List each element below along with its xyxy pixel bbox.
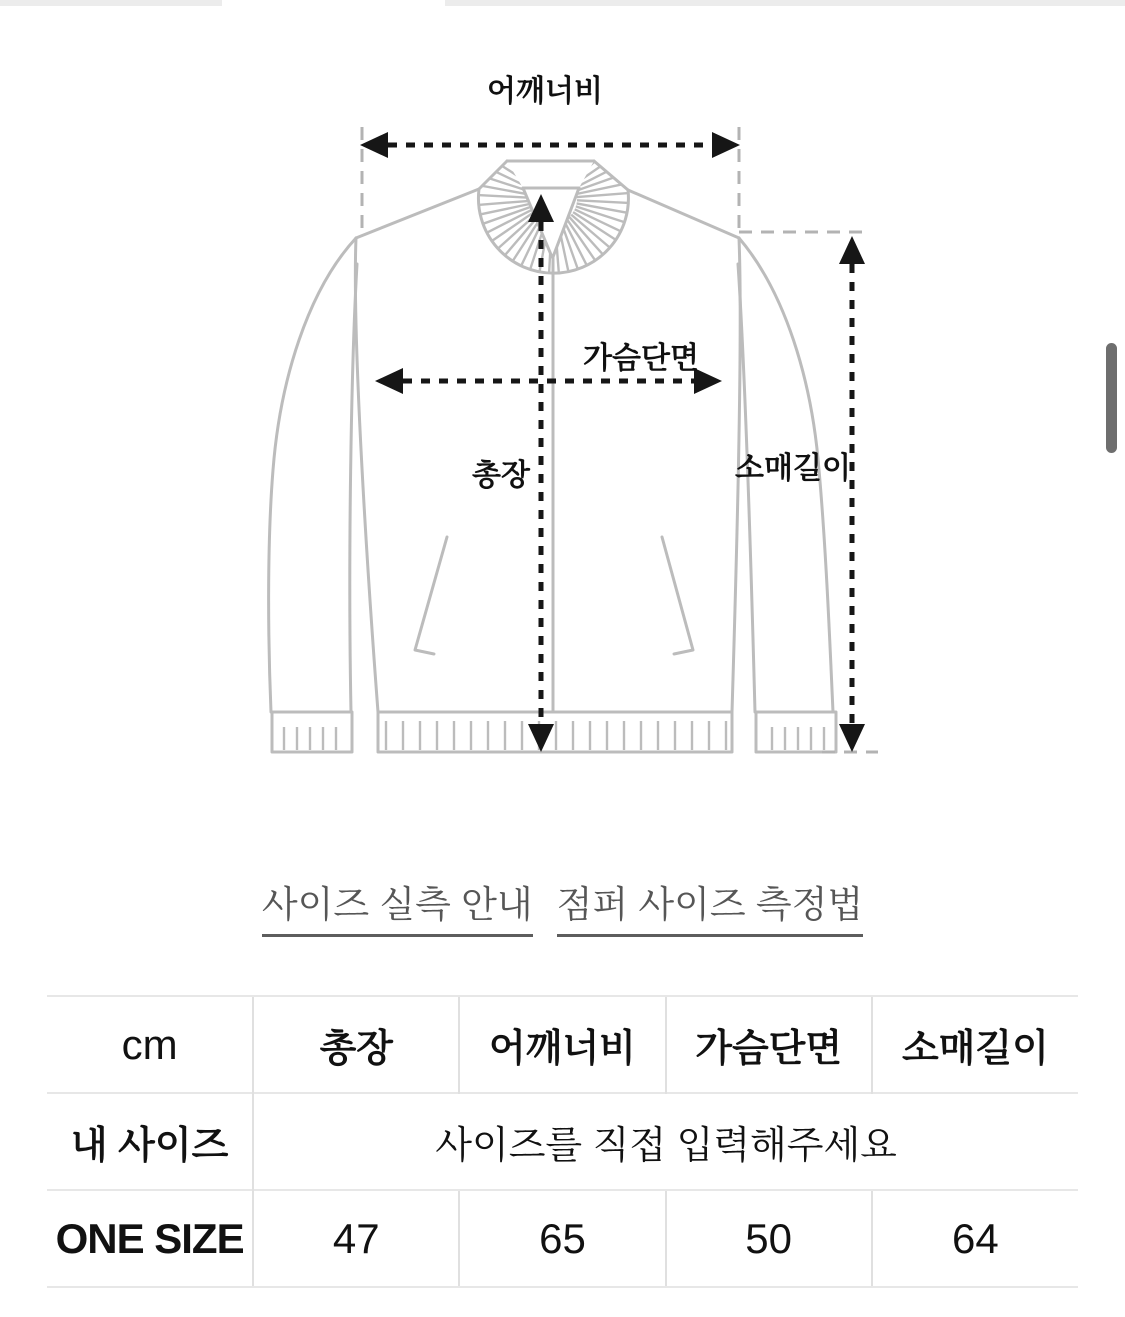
size-table-header-row xyxy=(47,996,1078,1093)
col-header-sleeve-length: 소매길이 xyxy=(872,996,1078,1093)
size-table xyxy=(47,995,1078,1288)
one-size-chest-width: 50 xyxy=(666,1190,872,1287)
col-header-shoulder-width: 어깨너비 xyxy=(459,996,665,1093)
one-size-sleeve-length: 64 xyxy=(872,1190,1078,1287)
scrollbar-thumb[interactable] xyxy=(1106,343,1117,453)
size-measure-guide-link[interactable]: 사이즈 실측 안내 xyxy=(262,874,533,937)
my-size-input-prompt[interactable]: 사이즈를 직접 입력해주세요 xyxy=(253,1093,1078,1190)
chest-width-label: 가슴단면 xyxy=(583,342,699,375)
rib-lines xyxy=(284,721,824,750)
one-size-total-length: 47 xyxy=(253,1190,459,1287)
jumper-measure-method-link[interactable]: 점퍼 사이즈 측정법 xyxy=(557,874,864,937)
left-pocket xyxy=(415,537,447,654)
one-size-row-label: ONE SIZE xyxy=(47,1190,253,1287)
one-size-shoulder-width: 65 xyxy=(459,1190,665,1287)
my-size-row-label: 내 사이즈 xyxy=(47,1093,253,1190)
shoulder-width-arrow xyxy=(360,132,740,158)
total-length-arrow xyxy=(528,194,554,752)
right-pocket xyxy=(662,537,693,654)
sleeve-length-label: 소매길이 xyxy=(735,452,851,485)
size-links-row xyxy=(0,874,1125,937)
sleeve-length-arrow xyxy=(839,236,865,752)
col-header-total-length: 총장 xyxy=(253,996,459,1093)
one-size-row xyxy=(47,1190,1078,1287)
my-size-row xyxy=(47,1093,1078,1190)
shoulder-width-label: 어깨너비 xyxy=(487,75,603,108)
col-header-chest-width: 가슴단면 xyxy=(666,996,872,1093)
total-length-label: 총장 xyxy=(472,459,530,492)
unit-header-cell: cm xyxy=(47,996,253,1093)
